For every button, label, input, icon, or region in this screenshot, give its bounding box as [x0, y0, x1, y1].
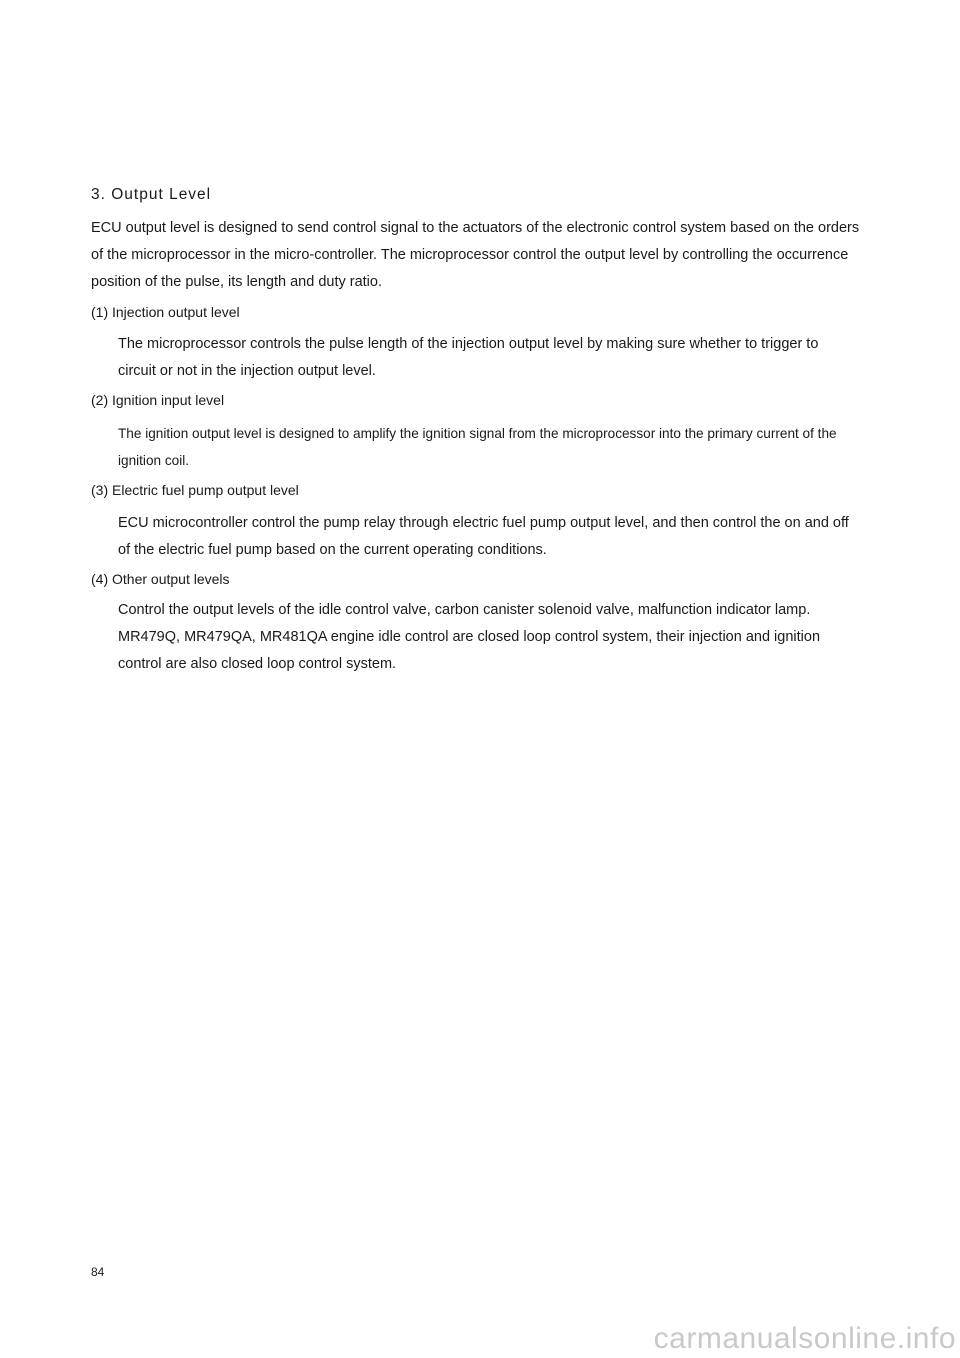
item-body-fuel-pump: ECU microcontroller control the pump relay through electric fuel pump output level, and then control the on and off of the electric fuel pump based on the current operating conditions. — [118, 515, 849, 558]
item-body-other: Control the output levels of the idle control valve, carbon canister solenoid valve, malfunction indicator lamp. MR479Q, MR479QA, MR481QA engine idle control are closed loop control system, their injection and ignition control are also closed loop control system. — [118, 602, 821, 672]
item-heading-other: (4) Other output levels — [91, 571, 230, 587]
item-body-ignition: The ignition output level is designed to amplify the ignition signal from the microprocessor into the primary current of the ignition coil. — [118, 426, 837, 468]
item-heading-fuel-pump: (3) Electric fuel pump output level — [91, 482, 299, 498]
intro-paragraph: ECU output level is designed to send control signal to the actuators of the electronic control system based on the orders of the microprocessor in the micro-controller. The microprocessor control the output level by controlling the occurrence position of the pulse, its length and duty ratio. — [91, 220, 860, 290]
watermark: carmanualsonline.info — [653, 1322, 956, 1355]
page-number: 84 — [91, 1265, 105, 1279]
item-heading-ignition: (2) Ignition input level — [91, 392, 225, 408]
item-heading-injection: (1) Injection output level — [91, 304, 240, 320]
section-title: 3. Output Level — [91, 186, 212, 203]
item-body-injection: The microprocessor controls the pulse length of the injection output level by making sure whether to trigger to circuit or not in the injection output level. — [118, 336, 819, 379]
